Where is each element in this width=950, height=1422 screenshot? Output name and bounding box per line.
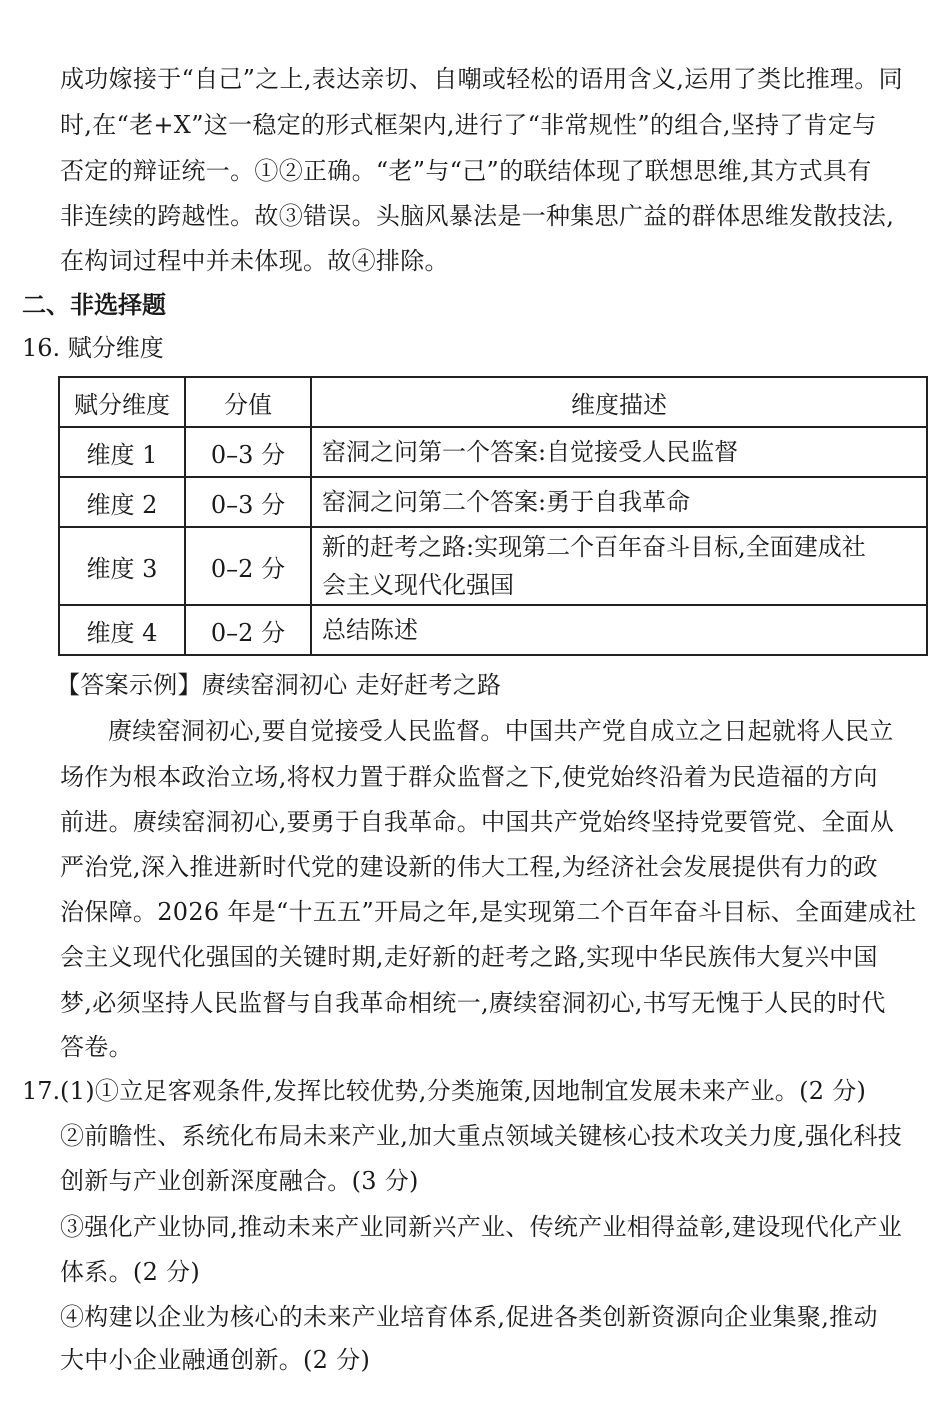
table-row: [59, 527, 927, 605]
table-header: 分值: [185, 377, 311, 427]
description-line: 会主义现代化强国: [322, 571, 514, 599]
q17-label: 17.: [22, 1077, 61, 1105]
intro-line: 时,在“老+X”这一稳定的形式框架内,进行了“非常规性”的组合,坚持了肯定与: [60, 111, 877, 139]
score-cell: 0–2 分: [185, 605, 311, 655]
dimension-cell: 维度 2: [59, 477, 185, 527]
q17-line: ③强化产业协同,推动未来产业同新兴产业、传统产业相得益彰,建设现代化产业: [60, 1213, 903, 1241]
table-header-row: [59, 377, 927, 427]
table-row: [59, 605, 927, 655]
intro-line: 否定的辩证统一。①②正确。“老”与“己”的联结体现了联想思维,其方式具有: [60, 157, 872, 185]
q16-label: 16. 赋分维度: [22, 334, 164, 362]
scoring-table: [58, 376, 928, 656]
example-line: 场作为根本政治立场,将权力置于群众监督之下,使党始终沿着为民造福的方向: [60, 763, 878, 791]
description-cell: 窑洞之问第二个答案:勇于自我革命: [311, 477, 927, 527]
example-line: 前进。赓续窑洞初心,要勇于自我革命。中国共产党始终坚持党要管党、全面从: [60, 808, 895, 836]
q17-line: ②前瞻性、系统化布局未来产业,加大重点领域关键核心技术攻关力度,强化科技: [60, 1122, 903, 1150]
table-row: [59, 477, 927, 527]
example-line: 梦,必须坚持人民监督与自我革命相统一,赓续窑洞初心,书写无愧于人民的时代: [60, 989, 886, 1017]
table-header: 维度描述: [311, 377, 927, 427]
example-line: 严治党,深入推进新时代党的建设新的伟大工程,为经济社会发展提供有力的政: [60, 853, 878, 881]
intro-line: 成功嫁接于“自己”之上,表达亲切、自嘲或轻松的语用含义,运用了类比推理。同: [60, 65, 903, 93]
section-title: 二、非选择题: [22, 291, 166, 319]
intro-line: 在构词过程中并未体现。故④排除。: [60, 247, 449, 275]
description-cell: 窑洞之问第一个答案:自觉接受人民监督: [311, 427, 927, 477]
description-line: 新的赶考之路:实现第二个百年奋斗目标,全面建成社: [322, 533, 866, 561]
description-cell: 总结陈述: [311, 605, 927, 655]
example-line: 治保障。2026 年是“十五五”开局之年,是实现第二个百年奋斗目标、全面建成社: [60, 898, 917, 926]
score-cell: 0–2 分: [185, 527, 311, 605]
description-cell: [311, 527, 927, 605]
dimension-cell: 维度 3: [59, 527, 185, 605]
score-cell: 0–3 分: [185, 427, 311, 477]
table-header: 赋分维度: [59, 377, 185, 427]
dimension-cell: 维度 4: [59, 605, 185, 655]
example-line: 会主义现代化强国的关键时期,走好新的赶考之路,实现中华民族伟大复兴中国: [60, 943, 878, 971]
example-line: 赓续窑洞初心,要自觉接受人民监督。中国共产党自成立之日起就将人民立: [108, 717, 894, 745]
table-row: [59, 427, 927, 477]
intro-line: 非连续的跨越性。故③错误。头脑风暴法是一种集思广益的群体思维发散技法,: [60, 202, 895, 230]
q17-line: 体系。(2 分): [60, 1258, 201, 1286]
q17-line: 创新与产业创新深度融合。(3 分): [60, 1167, 419, 1195]
q17-line-cut: 大中小企业融通创新。(2 分): [60, 1346, 371, 1374]
example-title: 【答案示例】赓续窑洞初心 走好赶考之路: [56, 671, 502, 699]
q17-line: (1)①立足客观条件,发挥比较优势,分类施策,因地制宜发展未来产业。(2 分): [60, 1077, 867, 1105]
example-line: 答卷。: [60, 1033, 133, 1061]
q17-line: ④构建以企业为核心的未来产业培育体系,促进各类创新资源向企业集聚,推动: [60, 1303, 878, 1331]
score-cell: 0–3 分: [185, 477, 311, 527]
dimension-cell: 维度 1: [59, 427, 185, 477]
